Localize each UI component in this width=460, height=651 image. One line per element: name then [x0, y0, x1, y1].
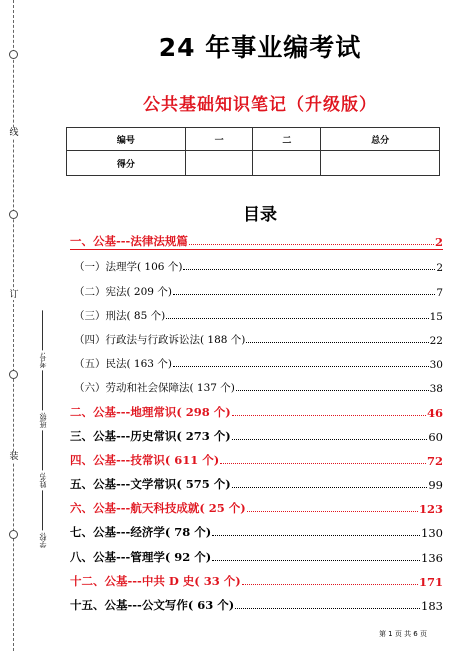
score-row-label: 得分 — [67, 151, 186, 176]
binding-hole-icon — [9, 370, 18, 379]
score-table-header — [67, 128, 440, 151]
toc-leader-dots — [232, 439, 428, 440]
toc-leader-dots — [183, 269, 435, 270]
toc-entry[interactable] — [70, 250, 443, 274]
toc-leader-dots — [235, 608, 420, 609]
name-field: 姓名: — [38, 430, 48, 488]
toc-entry-page: 183 — [421, 599, 443, 613]
school-field: 学校: — [38, 490, 48, 548]
toc-entry-label: 七、公基---经济学( 78 个) — [70, 525, 212, 540]
toc-entry-page: 99 — [428, 478, 443, 493]
score-cell — [185, 151, 253, 176]
toc-entry-label: 八、公基---管理学( 92 个) — [70, 549, 212, 564]
score-cell — [253, 151, 321, 176]
toc-leader-dots — [220, 463, 426, 464]
toc-entry-page: 22 — [429, 334, 443, 347]
score-table-row — [67, 151, 440, 176]
toc-entry-label: （五）民法( 163 个) — [74, 358, 172, 371]
binding-char-zhuang: 装 — [9, 452, 19, 462]
toc-entry[interactable] — [70, 347, 443, 371]
toc-entry-label: 二、公基---地理常识( 298 个) — [70, 404, 231, 419]
toc-entry[interactable] — [70, 299, 443, 323]
toc-entry-page: 72 — [426, 453, 443, 468]
toc-leader-dots — [236, 390, 429, 391]
toc-leader-dots — [242, 584, 418, 585]
toc-list — [70, 225, 443, 613]
toc-leader-dots — [212, 560, 420, 561]
toc-entry-label: 四、公基---技常识( 611 个) — [70, 452, 220, 467]
score-cell — [321, 151, 440, 176]
toc-entry-label: （三）刑法( 85 个) — [74, 309, 166, 322]
toc-entry[interactable] — [70, 371, 443, 395]
binding-hole-icon — [9, 210, 18, 219]
binding-char-xian: 线 — [9, 128, 19, 138]
toc-entry[interactable] — [70, 589, 443, 613]
page-title: 24 年事业编考试 — [158, 33, 362, 62]
toc-entry-label: 六、公基---航天科技成就( 25 个) — [70, 501, 246, 516]
toc-entry-page: 7 — [436, 286, 443, 299]
toc-leader-dots — [189, 244, 434, 245]
score-header-cell: 一 — [185, 128, 253, 151]
page-footer: 第 1 页 共 6 页 — [378, 630, 427, 638]
toc-leader-dots — [173, 294, 435, 295]
toc-entry[interactable] — [70, 468, 443, 492]
toc-entry-label: 三、公基---历史常识( 273 个) — [70, 428, 231, 443]
toc-entry-label: （一）法理学( 106 个) — [74, 261, 183, 274]
toc-leader-dots — [246, 342, 428, 343]
toc-entry-page: 2 — [436, 262, 443, 275]
score-header-cell: 二 — [253, 128, 321, 151]
class-field: 班级: — [38, 370, 48, 428]
binding-margin — [0, 0, 28, 651]
score-header-cell: 编号 — [67, 128, 186, 151]
toc-leader-dots — [173, 366, 429, 367]
binding-hole-icon — [9, 530, 18, 539]
toc-entry-label: 十二、公基---中共 D 史( 33 个) — [70, 573, 241, 588]
exam-number-field: 考号: — [38, 310, 48, 368]
toc-entry[interactable] — [70, 565, 443, 589]
binding-dashed-line — [13, 0, 14, 651]
toc-entry-label: 十五、公基---公文写作( 63 个) — [70, 598, 235, 612]
page-subtitle: 公共基础知识笔记（升级版） — [143, 95, 377, 115]
toc-entry-label: （四）行政法与行政诉讼法( 188 个) — [74, 333, 246, 346]
toc-entry[interactable] — [70, 395, 443, 419]
toc-entry-label: （六）劳动和社会保障法( 137 个) — [74, 382, 235, 395]
toc-entry-label: 一、公基---法律法规篇 — [70, 234, 188, 249]
score-header-cell: 总分 — [321, 128, 440, 151]
toc-entry-page: 38 — [429, 383, 443, 396]
toc-entry[interactable] — [70, 323, 443, 347]
toc-entry[interactable] — [70, 444, 443, 468]
score-table — [66, 127, 440, 176]
toc-entry[interactable] — [70, 516, 443, 540]
toc-leader-dots — [166, 318, 428, 319]
toc-entry[interactable] — [70, 420, 443, 444]
toc-entry[interactable] — [70, 492, 443, 516]
toc-leader-dots — [232, 415, 426, 416]
toc-entry[interactable] — [70, 274, 443, 298]
toc-entry-page: 15 — [429, 310, 443, 323]
toc-leader-dots — [247, 511, 418, 512]
toc-entry-page: 2 — [434, 235, 443, 250]
toc-entry-label: （二）宪法( 209 个) — [74, 285, 172, 298]
toc-entry-page: 171 — [418, 574, 443, 589]
toc-leader-dots — [212, 535, 420, 536]
toc-entry-label: 五、公基---文学常识( 575 个) — [70, 477, 231, 492]
binding-hole-icon — [9, 50, 18, 59]
toc-entry-page: 130 — [421, 526, 443, 541]
toc-entry[interactable] — [70, 225, 443, 250]
toc-entry-page: 30 — [429, 359, 443, 372]
toc-heading: 目录 — [243, 205, 277, 225]
toc-leader-dots — [232, 487, 428, 488]
toc-entry-page: 60 — [428, 429, 443, 444]
toc-entry-page: 46 — [426, 405, 443, 420]
binding-char-ding: 订 — [9, 290, 19, 300]
toc-entry-page: 136 — [421, 550, 443, 565]
toc-entry-page: 123 — [418, 502, 443, 517]
toc-entry[interactable] — [70, 540, 443, 564]
